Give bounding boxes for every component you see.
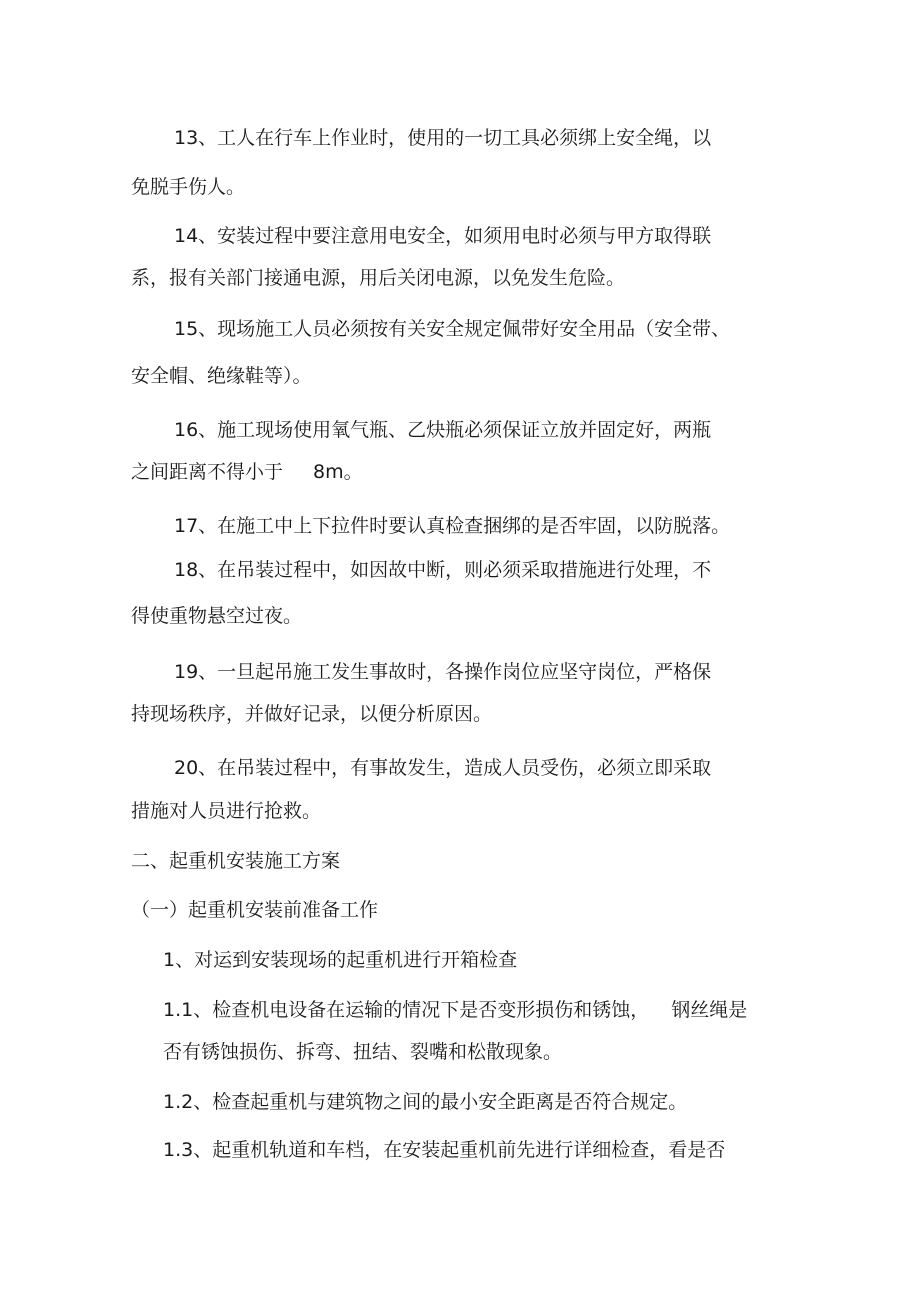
item-1-1-line-1 bbox=[163, 998, 747, 1022]
paragraph-19-line-1: 19、一旦起吊施工发生事故时，各操作岗位应坚守岗位，严格保 bbox=[174, 661, 712, 683]
paragraph-19-line-2: 持现场秩序，并做好记录，以便分析原因。 bbox=[131, 703, 493, 725]
section-heading: 二、起重机安装施工方案 bbox=[131, 850, 341, 872]
paragraph-13-line-2: 免脱手伤人。 bbox=[131, 176, 246, 198]
paragraph-13-line-1: 13、工人在行车上作业时，使用的一切工具必须绑上安全绳，以 bbox=[174, 127, 712, 149]
item-1: 1、对运到安装现场的起重机进行开箱检查 bbox=[163, 949, 518, 971]
paragraph-16-line-2 bbox=[131, 460, 363, 484]
paragraph-20-line-2: 措施对人员进行抢救。 bbox=[131, 800, 322, 822]
paragraph-16-line-1: 16、施工现场使用氧气瓶、乙炔瓶必须保证立放并固定好，两瓶 bbox=[174, 419, 712, 441]
paragraph-15-line-1: 15、现场施工人员必须按有关安全规定佩带好安全用品（安全带、 bbox=[174, 318, 731, 340]
item-1-1-line-1-tail: 钢丝绳是 bbox=[671, 999, 748, 1021]
item-1-1-line-2: 否有锈蚀损伤、拆弯、扭结、裂嘴和松散现象。 bbox=[163, 1041, 563, 1063]
paragraph-18-line-1: 18、在吊装过程中，如因故中断，则必须采取措施进行处理，不 bbox=[174, 559, 712, 581]
item-1-1-line-1-text: 1.1、检查机电设备在运输的情况下是否变形损伤和锈蚀， bbox=[163, 999, 650, 1021]
paragraph-15-line-2: 安全帽、绝缘鞋等）。 bbox=[131, 365, 312, 387]
paragraph-17-line-1: 17、在施工中上下拉件时要认真检查捆绑的是否牢固，以防脱落。 bbox=[174, 515, 731, 537]
paragraph-16-line-2-text: 之间距离不得小于 bbox=[131, 461, 284, 483]
paragraph-14-line-1: 14、安装过程中要注意用电安全，如须用电时必须与甲方取得联 bbox=[174, 225, 712, 247]
paragraph-20-line-1: 20、在吊装过程中，有事故发生，造成人员受伤，必须立即采取 bbox=[174, 757, 712, 779]
subsection-heading: （一）起重机安装前准备工作 bbox=[131, 899, 379, 921]
item-1-3: 1.3、起重机轨道和车档，在安装起重机前先进行详细检查，看是否 bbox=[163, 1139, 726, 1161]
item-1-2: 1.2、检查起重机与建筑物之间的最小安全距离是否符合规定。 bbox=[163, 1091, 688, 1113]
paragraph-18-line-2: 得使重物悬空过夜。 bbox=[131, 605, 303, 627]
paragraph-14-line-2: 系，报有关部门接通电源，用后关闭电源，以免发生危险。 bbox=[131, 267, 626, 289]
paragraph-16-distance-value: 8m。 bbox=[313, 461, 363, 483]
